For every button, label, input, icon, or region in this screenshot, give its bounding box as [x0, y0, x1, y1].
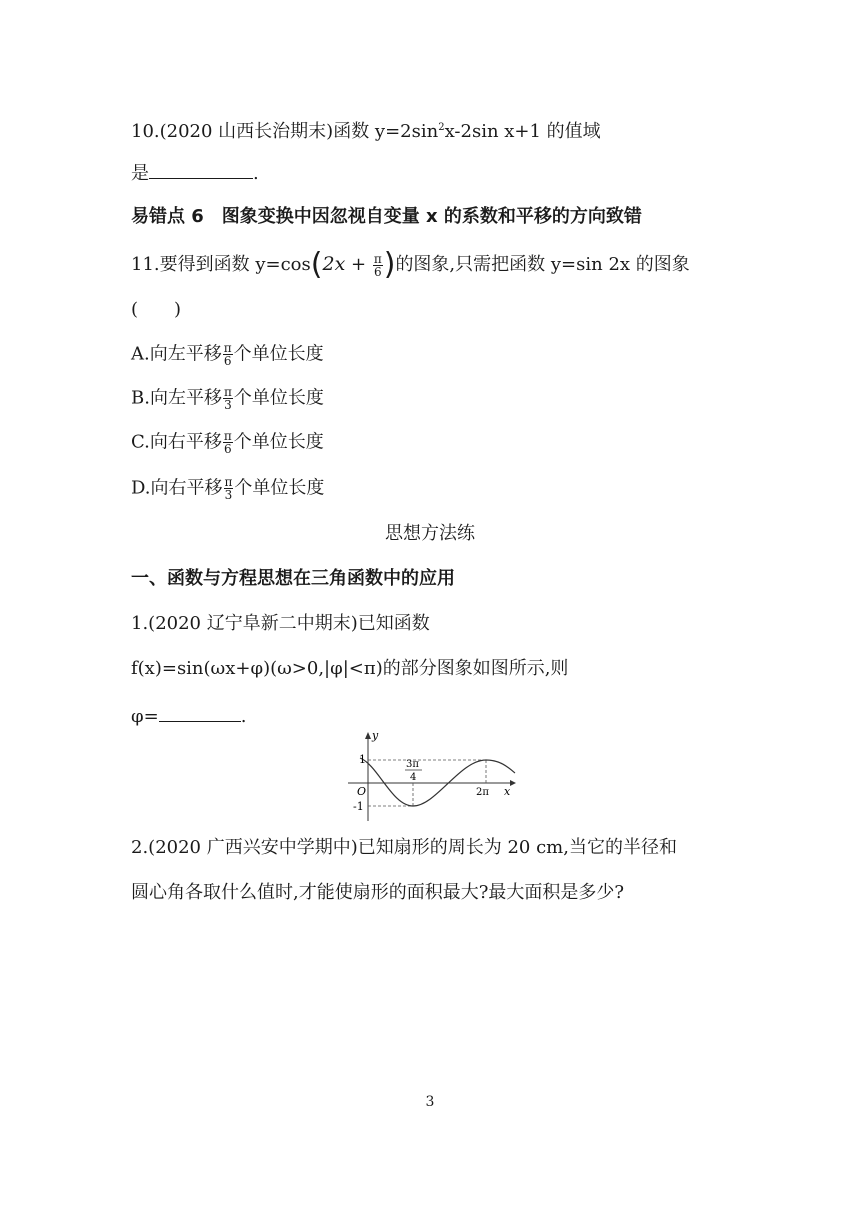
- option-prefix: C.向右平移: [131, 431, 222, 453]
- q11-option-a[interactable]: [131, 342, 324, 367]
- option-suffix: 个单位长度: [233, 431, 324, 453]
- q11-answer-paren[interactable]: ( ): [131, 299, 182, 320]
- tick-2pi-label: 2π: [476, 787, 489, 798]
- q11-arg-plus: +: [345, 254, 372, 275]
- option-fraction: [223, 430, 233, 455]
- frac-num: π: [223, 385, 232, 399]
- x-axis-arrow: [510, 780, 516, 786]
- p1-period: .: [240, 706, 247, 727]
- p1-line1: 1.(2020 辽宁阜新二中期末)已知函数: [131, 613, 430, 634]
- p2-line1: 2.(2020 广西兴安中学期中)已知扇形的周长为 20 cm,当它的半径和: [131, 837, 677, 858]
- option-fraction: [224, 476, 234, 501]
- q10-text-c: 是: [131, 163, 149, 184]
- frac-num: π: [223, 341, 232, 355]
- q11-arg-var: x: [334, 253, 346, 275]
- option-prefix: D.向右平移: [131, 477, 223, 499]
- y-top-label: 1: [359, 753, 366, 766]
- origin-label: O: [357, 785, 367, 798]
- option-prefix: A.向左平移: [131, 343, 222, 365]
- y-axis-label: y: [372, 729, 379, 742]
- q11-text-b: 的图象,只需把函数 y=sin 2x 的图象: [395, 254, 690, 275]
- option-suffix: 个单位长度: [234, 477, 325, 499]
- tick-3pi4-den: 4: [410, 772, 417, 783]
- frac-num: π: [224, 475, 233, 489]
- option-fraction: [223, 342, 233, 367]
- q11-stem: [131, 247, 690, 282]
- q10-period: .: [253, 163, 259, 184]
- q10-line2: [131, 160, 259, 186]
- q11-frac-den: 6: [373, 264, 382, 279]
- q10-line1: [131, 116, 601, 144]
- frac-den: 3: [224, 488, 233, 502]
- frac-den: 6: [223, 354, 232, 368]
- right-paren: ): [383, 247, 396, 282]
- q11-frac-num: π: [373, 251, 382, 266]
- x-axis-label: x: [504, 785, 511, 798]
- q11-fraction: [373, 253, 383, 278]
- q11-arg-a: 2: [322, 253, 335, 275]
- frac-den: 3: [224, 398, 232, 412]
- option-fraction: [223, 386, 233, 411]
- q11-option-c[interactable]: [131, 430, 324, 455]
- q10-text-b: x-2sin x+1 的值域: [444, 121, 601, 142]
- page-number: 3: [425, 1094, 435, 1110]
- tick-3pi4-num: 3π: [406, 759, 419, 770]
- p1-line2: f(x)=sin(ωx+φ)(ω>0,|φ|<π)的部分图象如图所示,则: [131, 658, 569, 679]
- p1-line3: [131, 703, 246, 729]
- p1-phi-label: φ=: [131, 706, 159, 727]
- option-suffix: 个单位长度: [233, 343, 324, 365]
- sinusoid-graph: [340, 729, 520, 823]
- p1-answer-blank[interactable]: [159, 703, 241, 722]
- p2-line2: 圆心角各取什么值时,才能使扇形的面积最大?最大面积是多少?: [131, 882, 625, 903]
- pitfall-heading: 易错点 6 图象变换中因忽视自变量 x 的系数和平移的方向致错: [131, 206, 642, 227]
- q11-text-a: 11.要得到函数 y=cos: [131, 254, 311, 275]
- section-title: 思想方法练: [385, 523, 475, 544]
- sine-curve: [360, 758, 515, 806]
- option-suffix: 个单位长度: [233, 387, 324, 409]
- q10-answer-blank[interactable]: [149, 160, 253, 179]
- frac-den: 6: [223, 442, 232, 456]
- q10-text-a: 10.(2020 山西长治期末)函数 y=2sin: [131, 121, 439, 142]
- y-bottom-label: -1: [353, 800, 364, 813]
- frac-num: π: [223, 429, 232, 443]
- q11-option-b[interactable]: [131, 386, 324, 411]
- left-paren: (: [310, 247, 323, 282]
- q10-superscript: 2: [438, 122, 445, 133]
- y-axis-arrow: [365, 732, 371, 739]
- option-prefix: B.向左平移: [131, 387, 222, 409]
- q11-option-d[interactable]: [131, 476, 324, 501]
- part-heading: 一、函数与方程思想在三角函数中的应用: [131, 568, 455, 589]
